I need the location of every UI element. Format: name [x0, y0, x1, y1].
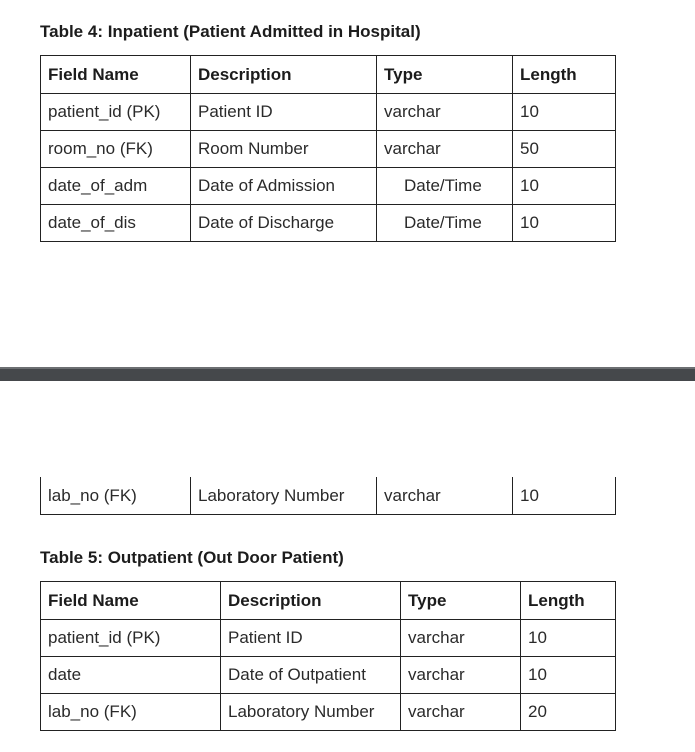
description-cell: Patient ID	[220, 619, 400, 656]
length-cell: 10	[512, 93, 616, 130]
length-cell: 10	[512, 204, 616, 241]
table-5-header-row	[40, 581, 616, 620]
table-row	[40, 656, 616, 694]
length-cell: 10	[512, 477, 616, 514]
type-cell: varchar	[400, 693, 520, 730]
table-row	[40, 130, 616, 168]
field-name-cell: lab_no (FK)	[40, 693, 220, 730]
type-cell: varchar	[376, 130, 512, 167]
table-row	[40, 93, 616, 131]
table-row	[40, 693, 616, 731]
header-field-name: Field Name	[40, 582, 220, 619]
type-cell: Date/Time	[376, 204, 512, 241]
header-description: Description	[220, 582, 400, 619]
header-length: Length	[520, 582, 616, 619]
field-name-cell: date	[40, 656, 220, 693]
length-cell: 10	[512, 167, 616, 204]
field-name-cell: patient_id (PK)	[40, 619, 220, 656]
table-row	[40, 204, 616, 242]
field-name-cell: patient_id (PK)	[40, 93, 190, 130]
table-4-caption: Table 4: Inpatient (Patient Admitted in Hospital)	[40, 22, 421, 41]
length-cell: 10	[520, 619, 616, 656]
page-break-divider	[0, 367, 695, 381]
length-cell: 50	[512, 130, 616, 167]
description-cell: Laboratory Number	[220, 693, 400, 730]
description-cell: Date of Outpatient	[220, 656, 400, 693]
field-name-cell: lab_no (FK)	[40, 477, 190, 514]
table-row	[40, 167, 616, 205]
type-cell: varchar	[376, 477, 512, 514]
type-cell: varchar	[376, 93, 512, 130]
header-type: Type	[376, 56, 512, 93]
field-name-cell: date_of_adm	[40, 167, 190, 204]
table-4-header-row	[40, 55, 616, 94]
description-cell: Laboratory Number	[190, 477, 376, 514]
length-cell: 10	[520, 656, 616, 693]
header-field-name: Field Name	[40, 56, 190, 93]
type-cell: varchar	[400, 656, 520, 693]
description-cell: Patient ID	[190, 93, 376, 130]
type-cell: Date/Time	[376, 167, 512, 204]
table-4-continued-row	[40, 477, 616, 515]
header-description: Description	[190, 56, 376, 93]
table-row	[40, 619, 616, 657]
length-cell: 20	[520, 693, 616, 730]
table-5-caption: Table 5: Outpatient (Out Door Patient)	[40, 548, 344, 567]
header-type: Type	[400, 582, 520, 619]
field-name-cell: date_of_dis	[40, 204, 190, 241]
description-cell: Date of Discharge	[190, 204, 376, 241]
field-name-cell: room_no (FK)	[40, 130, 190, 167]
description-cell: Date of Admission	[190, 167, 376, 204]
description-cell: Room Number	[190, 130, 376, 167]
header-length: Length	[512, 56, 616, 93]
type-cell: varchar	[400, 619, 520, 656]
